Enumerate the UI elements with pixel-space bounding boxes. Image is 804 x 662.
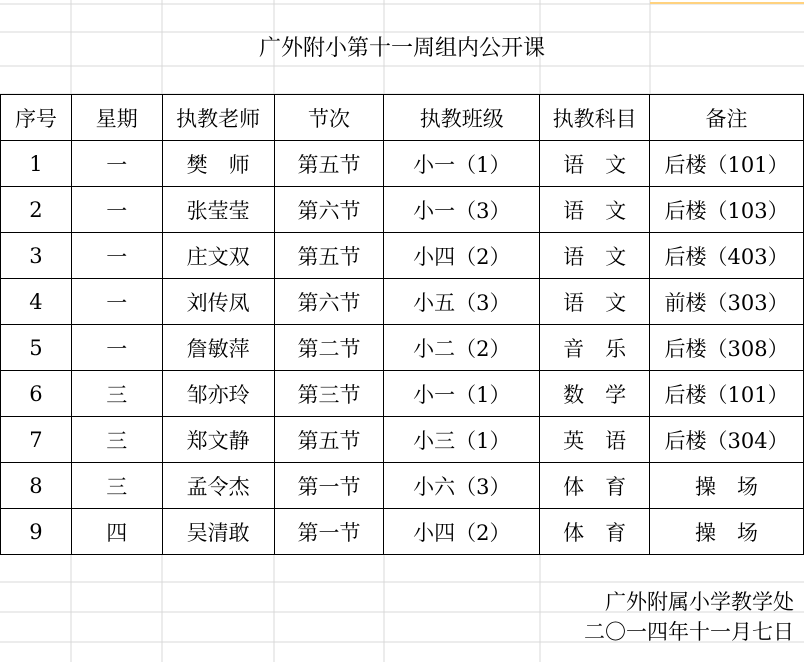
- table-cell[interactable]: 一: [71, 141, 162, 187]
- table-cell[interactable]: 第五节: [274, 141, 384, 187]
- header-cell[interactable]: 执教班级: [384, 95, 540, 141]
- table-cell[interactable]: 小四（2）: [384, 509, 540, 555]
- table-cell[interactable]: 英 语: [540, 417, 650, 463]
- table-cell[interactable]: 詹敏萍: [162, 325, 274, 371]
- table-cell[interactable]: 小四（2）: [384, 233, 540, 279]
- table-row: [1, 417, 804, 463]
- table-cell[interactable]: 庄文双: [162, 233, 274, 279]
- header-cell[interactable]: 节次: [274, 95, 384, 141]
- table-cell[interactable]: 吴清敢: [162, 509, 274, 555]
- table-cell[interactable]: 前楼（303）: [650, 279, 804, 325]
- table-cell[interactable]: 张莹莹: [162, 187, 274, 233]
- header-cell[interactable]: 执教老师: [162, 95, 274, 141]
- table-cell[interactable]: 3: [1, 233, 72, 279]
- table-row: [1, 233, 804, 279]
- table-cell[interactable]: 第一节: [274, 463, 384, 509]
- table-cell[interactable]: 操 场: [650, 509, 804, 555]
- table-cell[interactable]: 后楼（403）: [650, 233, 804, 279]
- table-cell[interactable]: 邹亦玲: [162, 371, 274, 417]
- table-cell[interactable]: 一: [71, 187, 162, 233]
- table-cell[interactable]: 1: [1, 141, 72, 187]
- table-row: [1, 463, 804, 509]
- table-cell[interactable]: 刘传凤: [162, 279, 274, 325]
- table-cell[interactable]: 小三（1）: [384, 417, 540, 463]
- table-cell[interactable]: 小六（3）: [384, 463, 540, 509]
- table-cell[interactable]: 小一（1）: [384, 141, 540, 187]
- table-cell[interactable]: 操 场: [650, 463, 804, 509]
- table-row: [1, 509, 804, 555]
- table-cell[interactable]: 语 文: [540, 187, 650, 233]
- table-cell[interactable]: 语 文: [540, 279, 650, 325]
- table-cell[interactable]: 7: [1, 417, 72, 463]
- table-cell[interactable]: 第三节: [274, 371, 384, 417]
- table-cell[interactable]: 一: [71, 325, 162, 371]
- table-cell[interactable]: 语 文: [540, 233, 650, 279]
- table-row: [1, 141, 804, 187]
- table-cell[interactable]: 樊 师: [162, 141, 274, 187]
- table-cell[interactable]: 2: [1, 187, 72, 233]
- table-cell[interactable]: 后楼（304）: [650, 417, 804, 463]
- table-cell[interactable]: 郑文静: [162, 417, 274, 463]
- header-cell[interactable]: 序号: [1, 95, 72, 141]
- table-cell[interactable]: 孟令杰: [162, 463, 274, 509]
- table-cell[interactable]: 后楼（101）: [650, 141, 804, 187]
- table-cell[interactable]: 5: [1, 325, 72, 371]
- table-cell[interactable]: 三: [71, 463, 162, 509]
- table-cell[interactable]: 第五节: [274, 233, 384, 279]
- table-cell[interactable]: 一: [71, 279, 162, 325]
- table-cell[interactable]: 第六节: [274, 279, 384, 325]
- table-cell[interactable]: 第一节: [274, 509, 384, 555]
- footer-date[interactable]: 二〇一四年十一月七日: [584, 620, 794, 644]
- header-cell[interactable]: 执教科目: [540, 95, 650, 141]
- table-cell[interactable]: 后楼（103）: [650, 187, 804, 233]
- schedule-table: [0, 94, 804, 555]
- table-cell[interactable]: 音 乐: [540, 325, 650, 371]
- table-cell[interactable]: 9: [1, 509, 72, 555]
- table-cell[interactable]: 第六节: [274, 187, 384, 233]
- table-cell[interactable]: 三: [71, 417, 162, 463]
- table-cell[interactable]: 体 育: [540, 463, 650, 509]
- table-cell[interactable]: 体 育: [540, 509, 650, 555]
- table-cell[interactable]: 小一（3）: [384, 187, 540, 233]
- table-cell[interactable]: 后楼（101）: [650, 371, 804, 417]
- table-cell[interactable]: 数 学: [540, 371, 650, 417]
- header-row: [1, 95, 804, 141]
- table-row: [1, 325, 804, 371]
- table-cell[interactable]: 8: [1, 463, 72, 509]
- table-cell[interactable]: 小一（1）: [384, 371, 540, 417]
- table-cell[interactable]: 语 文: [540, 141, 650, 187]
- table-cell[interactable]: 三: [71, 371, 162, 417]
- footer-organization[interactable]: 广外附属小学教学处: [605, 590, 794, 614]
- sheet-title[interactable]: 广外附小第十一周组内公开课: [258, 36, 545, 61]
- table-row: [1, 279, 804, 325]
- table-cell[interactable]: 第五节: [274, 417, 384, 463]
- table-cell[interactable]: 四: [71, 509, 162, 555]
- table-cell[interactable]: 4: [1, 279, 72, 325]
- table-row: [1, 371, 804, 417]
- table-cell[interactable]: 小五（3）: [384, 279, 540, 325]
- table-cell[interactable]: 后楼（308）: [650, 325, 804, 371]
- table-row: [1, 187, 804, 233]
- table-cell[interactable]: 小二（2）: [384, 325, 540, 371]
- table-cell[interactable]: 6: [1, 371, 72, 417]
- header-cell[interactable]: 星期: [71, 95, 162, 141]
- table-cell[interactable]: 第二节: [274, 325, 384, 371]
- table-cell[interactable]: 一: [71, 233, 162, 279]
- header-cell[interactable]: 备注: [650, 95, 804, 141]
